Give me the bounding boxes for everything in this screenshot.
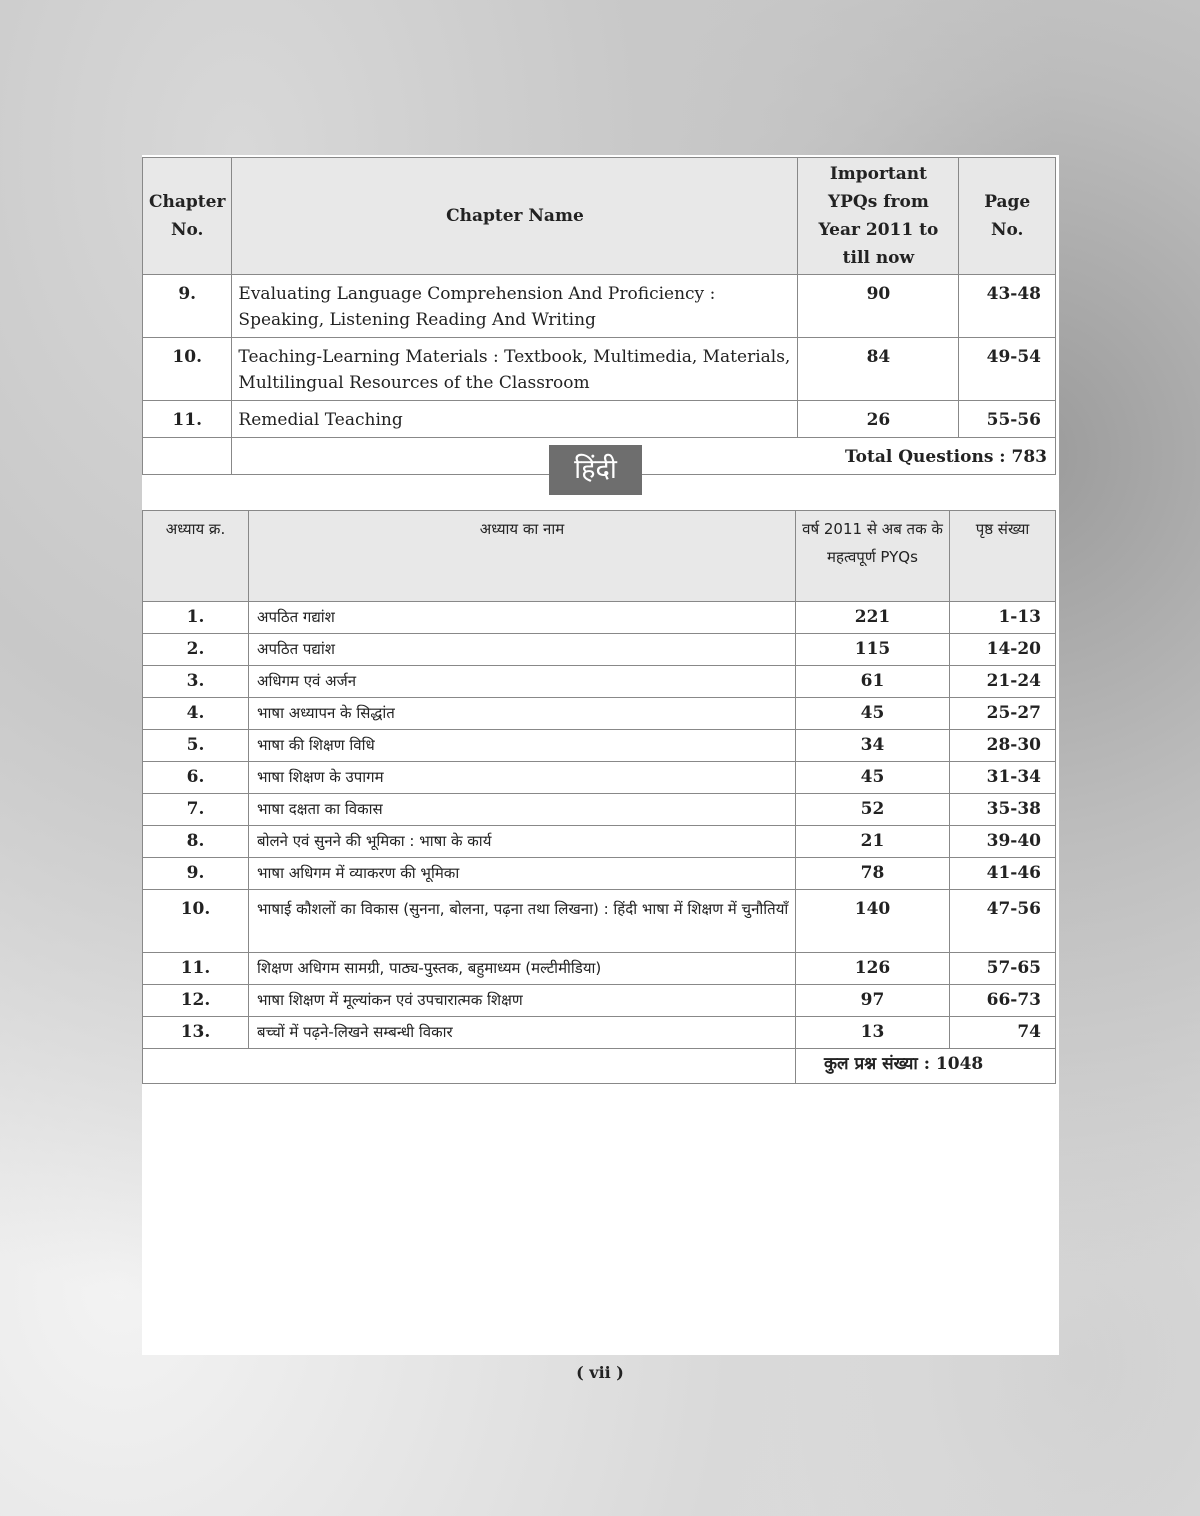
table-row <box>143 985 1056 1017</box>
chapter-name: बोलने एवं सुनने की भूमिका : भाषा के कार्य <box>249 826 796 858</box>
chapter-name: भाषाई कौशलों का विकास (सुनना, बोलना, पढ़ना तथा लिखना) : हिंदी भाषा में शिक्षण में चुनौतियाँ <box>249 890 796 953</box>
question-count: 221 <box>796 602 950 634</box>
question-count: 140 <box>796 890 950 953</box>
header-ypq-count: Important YPQs from Year 2011 to till now <box>798 158 959 275</box>
chapter-number: 11. <box>143 401 232 438</box>
chapter-number: 10. <box>143 890 249 953</box>
total-row <box>143 1049 1056 1084</box>
chapter-number: 8. <box>143 826 249 858</box>
chapter-number: 9. <box>143 858 249 890</box>
table-row <box>143 666 1056 698</box>
chapter-name: भाषा की शिक्षण विधि <box>249 730 796 762</box>
total-questions: Total Questions : 783 <box>232 438 1056 475</box>
chapter-number: 10. <box>143 338 232 401</box>
table-row <box>143 1017 1056 1049</box>
question-count: 84 <box>798 338 959 401</box>
question-count: 45 <box>796 698 950 730</box>
question-count: 90 <box>798 275 959 338</box>
question-count: 78 <box>796 858 950 890</box>
total-questions: कुल प्रश्न संख्या : 1048 <box>796 1049 1056 1084</box>
table-row <box>143 826 1056 858</box>
question-count: 21 <box>796 826 950 858</box>
header-chapter-no: अध्याय क्र. <box>143 511 249 602</box>
section-label-hindi: हिंदी <box>549 445 642 495</box>
page-range: 31-34 <box>950 762 1056 794</box>
header-page-no: Page No. <box>959 158 1056 275</box>
table-row <box>143 698 1056 730</box>
table-header-row <box>143 511 1056 602</box>
page-range: 47-56 <box>950 890 1056 953</box>
chapter-number: 11. <box>143 953 249 985</box>
chapter-number: 12. <box>143 985 249 1017</box>
page-range: 43-48 <box>959 275 1056 338</box>
section-banner <box>142 445 1056 507</box>
chapter-name: भाषा शिक्षण के उपागम <box>249 762 796 794</box>
page-range: 57-65 <box>950 953 1056 985</box>
content-page <box>142 155 1059 1355</box>
page-range: 25-27 <box>950 698 1056 730</box>
page-range: 74 <box>950 1017 1056 1049</box>
english-chapter-table <box>142 157 1056 475</box>
table-row <box>143 794 1056 826</box>
chapter-name: Evaluating Language Comprehension And Proficiency : Speaking, Listening Reading And Writing <box>232 275 798 338</box>
page-range: 14-20 <box>950 634 1056 666</box>
page-range: 66-73 <box>950 985 1056 1017</box>
header-chapter-name: अध्याय का नाम <box>249 511 796 602</box>
chapter-name: भाषा शिक्षण में मूल्यांकन एवं उपचारात्मक शिक्षण <box>249 985 796 1017</box>
chapter-name: अधिगम एवं अर्जन <box>249 666 796 698</box>
header-page-count: पृष्ठ संख्या <box>950 511 1056 602</box>
table-row <box>143 401 1056 438</box>
question-count: 45 <box>796 762 950 794</box>
chapter-name: Teaching-Learning Materials : Textbook, Multimedia, Materials, Multilingual Resources of the Classroom <box>232 338 798 401</box>
question-count: 126 <box>796 953 950 985</box>
page-range: 35-38 <box>950 794 1056 826</box>
chapter-number: 13. <box>143 1017 249 1049</box>
question-count: 34 <box>796 730 950 762</box>
page-range: 49-54 <box>959 338 1056 401</box>
question-count: 97 <box>796 985 950 1017</box>
chapter-number: 6. <box>143 762 249 794</box>
table-row <box>143 634 1056 666</box>
chapter-number: 1. <box>143 602 249 634</box>
table-row <box>143 730 1056 762</box>
header-pyq-count: वर्ष 2011 से अब तक के महत्वपूर्ण PYQs <box>796 511 950 602</box>
chapter-number: 5. <box>143 730 249 762</box>
chapter-name: भाषा अधिगम में व्याकरण की भूमिका <box>249 858 796 890</box>
page-range: 1-13 <box>950 602 1056 634</box>
chapter-number: 2. <box>143 634 249 666</box>
chapter-name: अपठित गद्यांश <box>249 602 796 634</box>
question-count: 13 <box>796 1017 950 1049</box>
header-chapter-name: Chapter Name <box>232 158 798 275</box>
hindi-chapter-table <box>142 510 1056 1084</box>
table-row <box>143 602 1056 634</box>
page-range: 21-24 <box>950 666 1056 698</box>
page-number: ( vii ) <box>576 1363 624 1382</box>
chapter-number: 4. <box>143 698 249 730</box>
chapter-name: बच्चों में पढ़ने-लिखने सम्बन्धी विकार <box>249 1017 796 1049</box>
chapter-number: 9. <box>143 275 232 338</box>
question-count: 26 <box>798 401 959 438</box>
page-range: 41-46 <box>950 858 1056 890</box>
table-row <box>143 762 1056 794</box>
chapter-name: अपठित पद्यांश <box>249 634 796 666</box>
table-header-row <box>143 158 1056 275</box>
chapter-name: शिक्षण अधिगम सामग्री, पाठ्य-पुस्तक, बहुमाध्यम (मल्टीमीडिया) <box>249 953 796 985</box>
page-range: 39-40 <box>950 826 1056 858</box>
chapter-name: भाषा दक्षता का विकास <box>249 794 796 826</box>
empty-cell <box>143 1049 796 1084</box>
table-row <box>143 338 1056 401</box>
table-row <box>143 858 1056 890</box>
header-chapter-no: Chapter No. <box>143 158 232 275</box>
chapter-name: भाषा अध्यापन के सिद्धांत <box>249 698 796 730</box>
table-row <box>143 953 1056 985</box>
chapter-number: 7. <box>143 794 249 826</box>
chapter-number: 3. <box>143 666 249 698</box>
table-row <box>143 890 1056 953</box>
page-range: 28-30 <box>950 730 1056 762</box>
question-count: 52 <box>796 794 950 826</box>
question-count: 115 <box>796 634 950 666</box>
question-count: 61 <box>796 666 950 698</box>
table-row <box>143 275 1056 338</box>
page-range: 55-56 <box>959 401 1056 438</box>
chapter-name: Remedial Teaching <box>232 401 798 438</box>
